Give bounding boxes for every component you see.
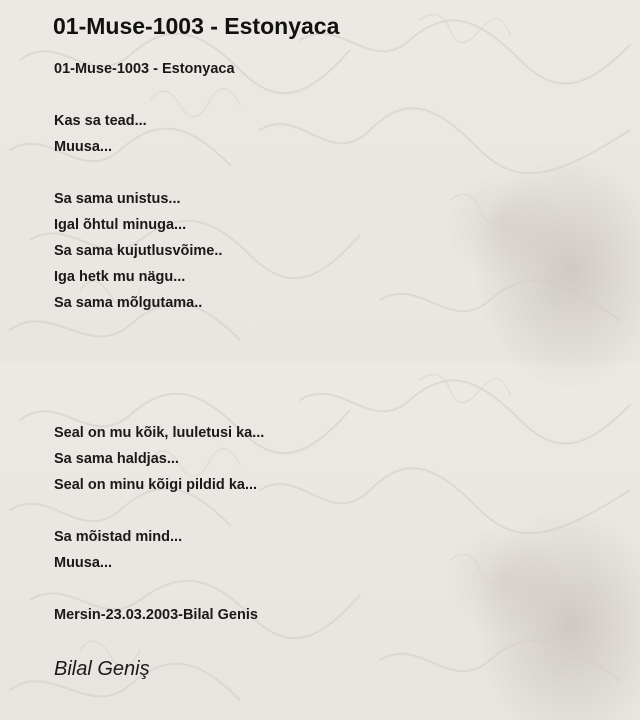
poem-line: Muusa... [54, 139, 113, 155]
poem-line: Seal on minu kõigi pildid ka... [54, 477, 258, 493]
poem-line: Iga hetk mu nägu... [54, 269, 186, 285]
poem-blank-line [54, 394, 624, 420]
poem-blank-line [54, 160, 624, 186]
poem-blank-line [54, 342, 624, 368]
poem-line: Igal õhtul minuga... [54, 217, 187, 233]
page-title: 01-Muse-1003 - Estonyaca [53, 13, 340, 39]
poem-line: 01-Muse-1003 - Estonyaca [54, 61, 235, 77]
poem-line: Sa sama mõlgutama.. [54, 295, 203, 311]
poem-line: Mersin-23.03.2003-Bilal Genis [54, 607, 258, 623]
poem-blank-line [54, 316, 624, 342]
poem-blank-line [54, 82, 624, 108]
poem-page [54, 12, 624, 682]
poem-line: Sa sama unistus... [54, 191, 181, 207]
poem-line: Sa sama kujutlusvõime.. [54, 243, 223, 259]
poem-line: Muusa... [54, 555, 113, 571]
poem-blank-line [54, 368, 624, 394]
poem-line: Sa sama haldjas... [54, 451, 179, 467]
poem-line: Kas sa tead... [54, 113, 147, 129]
poem-line: Sa mõistad mind... [54, 529, 183, 545]
poem-body [54, 56, 624, 628]
poem-blank-line [54, 498, 624, 524]
author-name: Bilal Geniş [54, 658, 150, 680]
poem-blank-line [54, 576, 624, 602]
poem-line: Seal on mu kõik, luuletusi ka... [54, 425, 265, 441]
